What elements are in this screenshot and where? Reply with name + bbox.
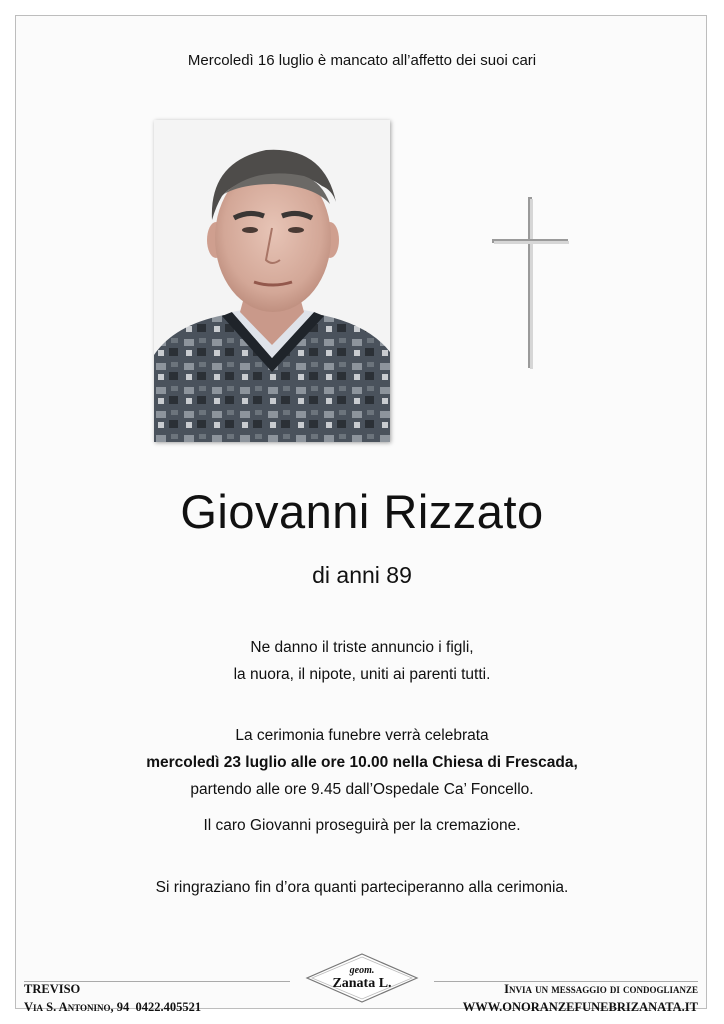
footer-website[interactable]: WWW.ONORANZEFUNEBRIZANATA.IT [462,1000,698,1014]
ceremony-line-1: La cerimonia funebre verrà celebrata [235,727,489,744]
footer-condolence: Invia un messaggio di condoglianze [504,982,698,996]
funeral-home-logo [305,952,419,1004]
cross-icon [490,195,570,370]
ceremony-line-3: partendo alle ore 9.45 dall’Ospedale Ca’ Foncello. [190,781,534,798]
logo-prefix: geom. [349,965,375,976]
footer-address-line [24,998,201,1016]
family-line-2: la nuora, il nipote, uniti ai parenti tutti. [233,666,491,683]
ceremony-date-line: mercoledì 23 luglio alle ore 10.00 nella Chiesa di Frescada, [146,754,578,771]
logo-name: Zanata L. [332,976,392,991]
announcement-text: Mercoledì 16 luglio è mancato all’affetto dei suoi cari [187,52,537,69]
footer-address-block [24,980,201,1016]
deceased-age: di anni 89 [312,562,412,588]
portrait-photo [154,120,390,442]
footer-phone: 0422.405521 [135,1000,202,1014]
thanks-notice: Si ringraziano fin d’ora quanti parteciperanno alla cerimonia. [155,879,569,896]
family-line-1: Ne danno il triste annuncio i figli, [250,639,474,656]
cremation-notice: Il caro Giovanni proseguirà per la cremazione. [203,817,521,834]
family-notice [0,634,724,688]
ceremony-notice [0,722,724,803]
deceased-name: Giovanni Rizzato [180,485,544,538]
footer-city: TREVISO [24,982,81,996]
footer-contact-block [463,980,698,1016]
footer-address: Via S. Antonino, 94 [24,1000,130,1014]
